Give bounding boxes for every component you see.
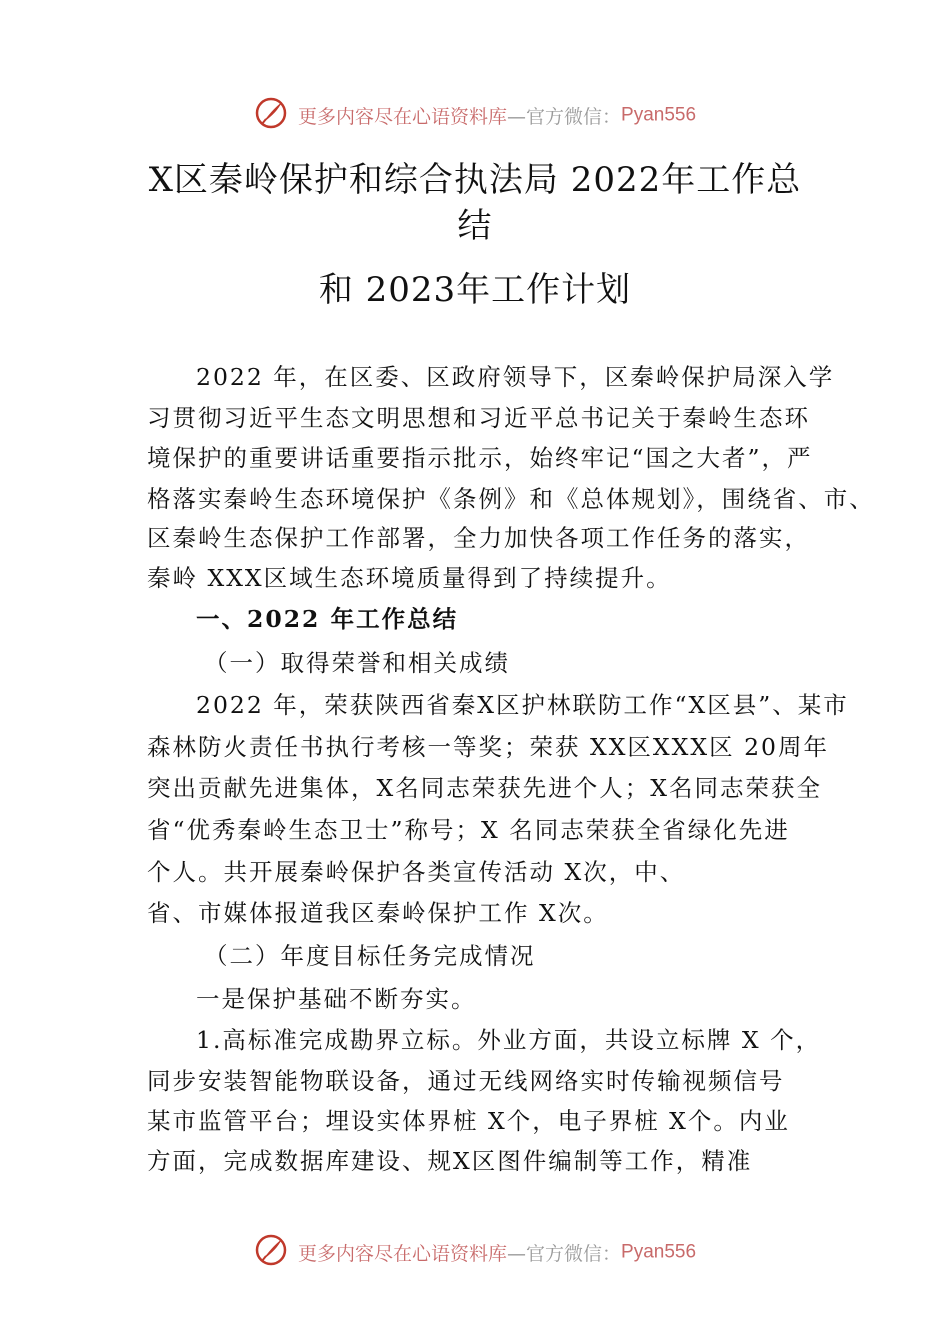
quill-logo-icon <box>254 96 288 135</box>
watermark-wechat-id: Pyan556 <box>621 1241 697 1263</box>
watermark-text: 更多内容尽在心语资料库 <box>298 106 508 128</box>
body-line: 突出贡献先进集体，X名同志荣获先进个人；X名同志荣获全 <box>147 774 822 802</box>
document-title-line-3: 和 2023年工作计划 <box>318 270 632 310</box>
document-title-line-1: X区秦岭保护和综合执法局 2022年工作总 <box>148 160 802 200</box>
body-line: 习贯彻习近平生态文明思想和习近平总书记关于秦岭生态环 <box>147 404 810 432</box>
body-line: 森林防火责任书执行考核一等奖；荣获 XX区XXX区 20周年 <box>147 733 829 761</box>
body-line: 某市监管平台；埋设实体界桩 X个，电子界桩 X个。内业 <box>147 1107 790 1135</box>
watermark-top <box>0 96 950 135</box>
body-line: 境保护的重要讲话重要指示批示，始终牢记“国之大者”，严 <box>147 444 813 472</box>
section-heading-1: 一、2022 年工作总结 <box>196 605 459 633</box>
watermark-bottom <box>0 1233 950 1272</box>
body-line: 格落实秦岭生态环境保护《条例》和《总体规划》，围绕省、市、 <box>147 485 875 513</box>
body-line: 区秦岭生态保护工作部署，全力加快各项工作任务的落实， <box>147 524 810 552</box>
body-line: 省“优秀秦岭生态卫士”称号；X 名同志荣获全省绿化先进 <box>147 816 790 844</box>
body-line: 个人。共开展秦岭保护各类宣传活动 X次，中、 <box>147 858 686 886</box>
watermark-separator: —官方微信： <box>507 1243 622 1265</box>
watermark-text: 更多内容尽在心语资料库 <box>298 1243 508 1265</box>
quill-logo-icon <box>254 1233 288 1272</box>
subsection-heading-2: （二）年度目标任务完成情况 <box>204 942 536 970</box>
document-title-line-2: 结 <box>457 206 493 246</box>
body-line: 2022 年，在区委、区政府领导下，区秦岭保护局深入学 <box>196 363 835 391</box>
subsection-heading-1: （一）取得荣誉和相关成绩 <box>204 649 510 677</box>
watermark-separator: —官方微信： <box>507 106 622 128</box>
body-line: 方面，完成数据库建设、规X区图件编制等工作，精准 <box>147 1147 753 1175</box>
body-line: 省、市媒体报道我区秦岭保护工作 X次。 <box>147 899 609 927</box>
body-line: 1.高标准完成勘界立标。外业方面，共设立标牌 X 个， <box>196 1026 822 1054</box>
body-line: 2022 年，荣获陕西省秦X区护林联防工作“X区县”、某市 <box>196 691 849 719</box>
body-line: 同步安装智能物联设备，通过无线网络实时传输视频信号 <box>147 1067 785 1095</box>
watermark-wechat-id: Pyan556 <box>621 104 697 126</box>
body-line: 一是保护基础不断夯实。 <box>196 985 477 1013</box>
body-line: 秦岭 XXX区域生态环境质量得到了持续提升。 <box>147 564 672 592</box>
